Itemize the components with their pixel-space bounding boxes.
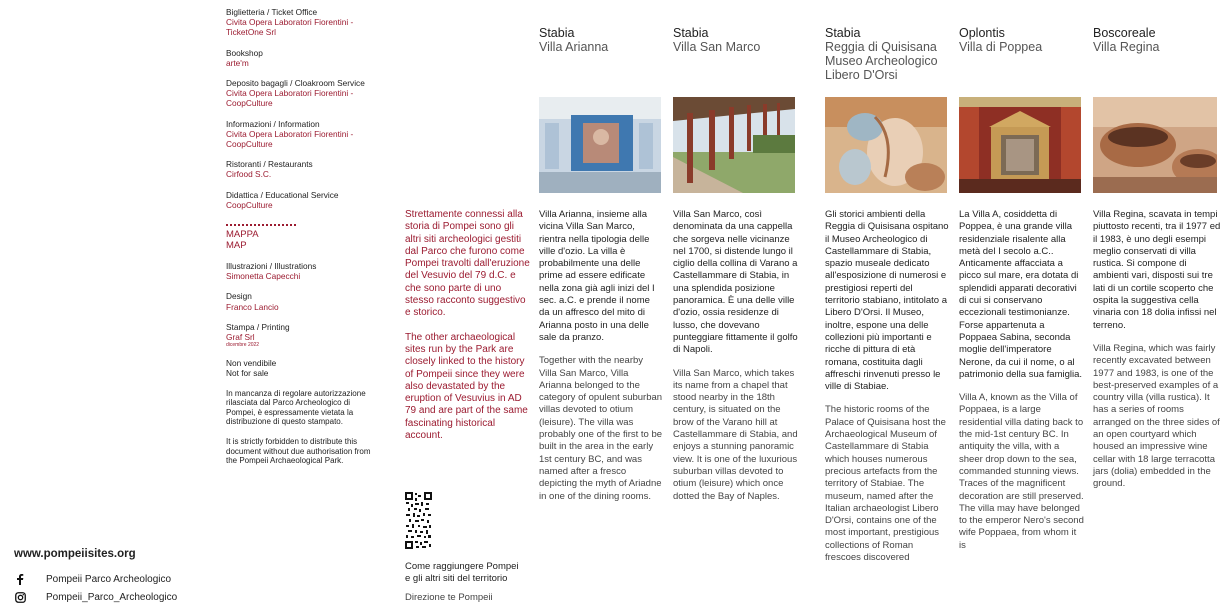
not-for-sale: Non vendibile Not for sale	[226, 358, 277, 379]
intro-en: The other archaeological sites run by the Park are closely linked to the history of Pompeii since they were also devastated by the eruption of Vesuvius in AD 79 and are part of the same fascinating historical account.	[405, 331, 528, 442]
villa-poppea-en: Villa A, known as the Villa of Poppaea, is a large residential villa dating back to the mid-1st century BC. In antiquity the villa, with a sheer drop down to the sea, commanded stunning views. Traces of the magnificent decoration are still preserved. The villa may have belonged to the emperor Nero's second wife Poppaea, from whom it is	[959, 392, 1084, 551]
museum-it: Gli storici ambienti della Reggia di Quisisana ospitano il Museo Archeologico di Castellammare di Stabia, spazio museale dedicato all'esposizione di numerosi e prestigiosi reperti del territorio stabiano, intitolato a Libero D'Orsi. Il Museo, inoltre, espone una delle collezioni più importanti e ricche di pittura di età romana, costituita dagli affreschi rinvenuti presso le ville di Stabiae.	[825, 209, 949, 393]
credit-design: Design Franco Lancio	[226, 291, 279, 312]
site-heading-villa-regina: Boscoreale Villa Regina	[1093, 26, 1160, 54]
facebook-icon	[14, 574, 26, 585]
legal-notice-it: In mancanza di regolare autorizzazione rilasciata dal Parco Archeologico di Pompei, è espressamente vietata la distribuzione di questo stampato.	[226, 388, 366, 427]
website-link[interactable]: www.pompeiisites.org	[14, 548, 136, 560]
credit-restaurants: Ristoranti / Restaurants Cirfood S.C.	[226, 159, 313, 180]
credit-education: Didattica / Educational Service CoopCulture	[226, 189, 339, 210]
villa-san-marco-text	[673, 209, 798, 514]
villa-regina-photo	[1093, 97, 1217, 193]
site-heading-reggia-quisisana: Stabia Reggia di Quisisana Museo Archeologico Libero D'Orsi	[825, 26, 938, 82]
legal-notice-en: It is strictly forbidden to distribute this document without due authorisation from the Pompeii Archaeological Park.	[226, 437, 371, 466]
instagram-icon	[14, 592, 26, 603]
villa-poppea-it: La Villa A, cosiddetta di Poppea, è una grande villa residenziale risalente alla metà del I secolo a.C.. Anticamente affacciata a picco sul mare, era dotata di splendidi apparati decorativi di cui si conservano eccezionali testimonianze. Forse appartenuta a Poppaea Sabina, seconda moglie dell'imperatore Nerone, da cui il nome, o al patrimonio della sua famiglia.	[959, 209, 1083, 380]
villa-arianna-it: Villa Arianna, insieme alla vicina Villa San Marco, rientra nella tipologia delle ville d'ozio. La villa è probabilmente una delle prime ad essere edificate nella zona già agli inizi del I sec. a.C. e prende il nome da un affresco del mito di Arianna posto in una delle sale da pranzo.	[539, 209, 655, 343]
directions-cut-text: Direzione te Pompeii	[405, 592, 493, 603]
villa-poppea-text	[959, 209, 1085, 563]
villa-arianna-text	[539, 209, 663, 514]
directions-title: Come raggiungere Pompei e gli altri siti del territorio	[405, 561, 519, 584]
credit-cloakroom: Deposito bagagli / Cloakroom Service Civita Opera Laboratori Fiorentini - CoopCulture	[226, 78, 365, 109]
facebook-link[interactable]: Pompeii Parco Archeologico	[14, 574, 171, 585]
site-heading-villa-poppea: Oplontis Villa di Poppea	[959, 26, 1043, 54]
villa-arianna-photo	[539, 97, 661, 193]
villa-san-marco-it: Villa San Marco, così denominata da una cappella che sorgeva nelle vicinanze nel 1700, si distende lungo il ciglio della collina di Varano a Castellammare di Stabia, in una splendida posizione panoramica. È una delle ville d'ozio, ossia residenze di lusso, che dovevano punteggiare fittamente il golfo di Napoli.	[673, 209, 798, 356]
site-heading-villa-san-marco: Stabia Villa San Marco	[673, 26, 761, 54]
villa-regina-en: Villa Regina, which was fairly recently excavated between 1977 and 1983, is one of the best-preserved examples of a country villa (villa rustica). It has a series of rooms arranged on the three sides of an open courtyard which housed an impressive wine cellar with 18 large terracotta jars (dolia) embedded in the ground.	[1093, 342, 1220, 490]
credit-printing: Stampa / Printing Graf Srl dicembre 2022	[226, 321, 290, 349]
credit-information: Informazioni / Information Civita Opera Laboratori Fiorentini - CoopCulture	[226, 118, 354, 150]
villa-san-marco-photo	[673, 97, 795, 193]
villa-arianna-en: Together with the nearby Villa San Marco, Villa Arianna belonged to the category of opulent suburban villas devoted to otium (leisure). The villa was probably one of the first to be built in the area in the early 1st century BC, and was named after a fresco depicting the myth of Ariadne in one of the dining rooms.	[539, 355, 663, 502]
qr-code[interactable]	[405, 492, 432, 549]
site-heading-villa-arianna: Stabia Villa Arianna	[539, 26, 609, 54]
villa-poppea-photo	[959, 97, 1081, 193]
villa-san-marco-en: Villa San Marco, which takes its name from a chapel that stood nearby in the 18th century, is situated on the brow of the Varano hill at Castellammare di Stabia, and enjoys a stunning panoramic view. It is one of the luxurious suburban villas devoted to otium (leisure) which once dotted the Bay of Naples.	[673, 367, 798, 502]
museum-en: The historic rooms of the Palace of Quisisana host the Archaeological Museum of Castellammare di Stabia which houses numerous precious artefacts from the territory of Stabiae. The museum, named after the Italian archaeologist Libero D'Orsi, contains one of the most important, prestigious collections of Roman frescoes discovered	[825, 404, 946, 564]
intro-text	[405, 209, 530, 454]
directions-section	[405, 561, 525, 604]
museum-fresco-photo	[825, 97, 947, 193]
villa-regina-it: Villa Regina, scavata in tempi piuttosto recenti, tra il 1977 ed il 1983, è uno degli esempi meglio conservati di villa rustica. Si compone di ambienti vari, disposti sui tre lati di un cortile scoperto che ospita la suggestiva cella vinaria con 18 dolia infissi nel terreno.	[1093, 209, 1221, 331]
map-heading: MAPPA MAP	[226, 224, 296, 251]
credit-ticket-office: Biglietteria / Ticket Office Civita Opera Laboratori Fiorentini - TicketOne Srl	[226, 7, 354, 38]
intro-it: Strettamente connessi alla storia di Pompei sono gli altri siti archeologici gestiti dal Parco che furono come Pompei travolti dall'eruzione del Vesuvio del 79 d.C. e che sono parte di uno stesso racconto suggestivo e storico.	[405, 209, 530, 319]
villa-regina-text	[1093, 209, 1224, 502]
credit-bookshop: Bookshop arte'm	[226, 47, 263, 68]
credits-column	[226, 7, 376, 476]
instagram-link[interactable]: Pompeii_Parco_Archeologico	[14, 592, 177, 603]
credit-illustrations: Illustrazioni / Illustrations Simonetta Capecchi	[226, 261, 317, 282]
museum-text	[825, 209, 949, 575]
